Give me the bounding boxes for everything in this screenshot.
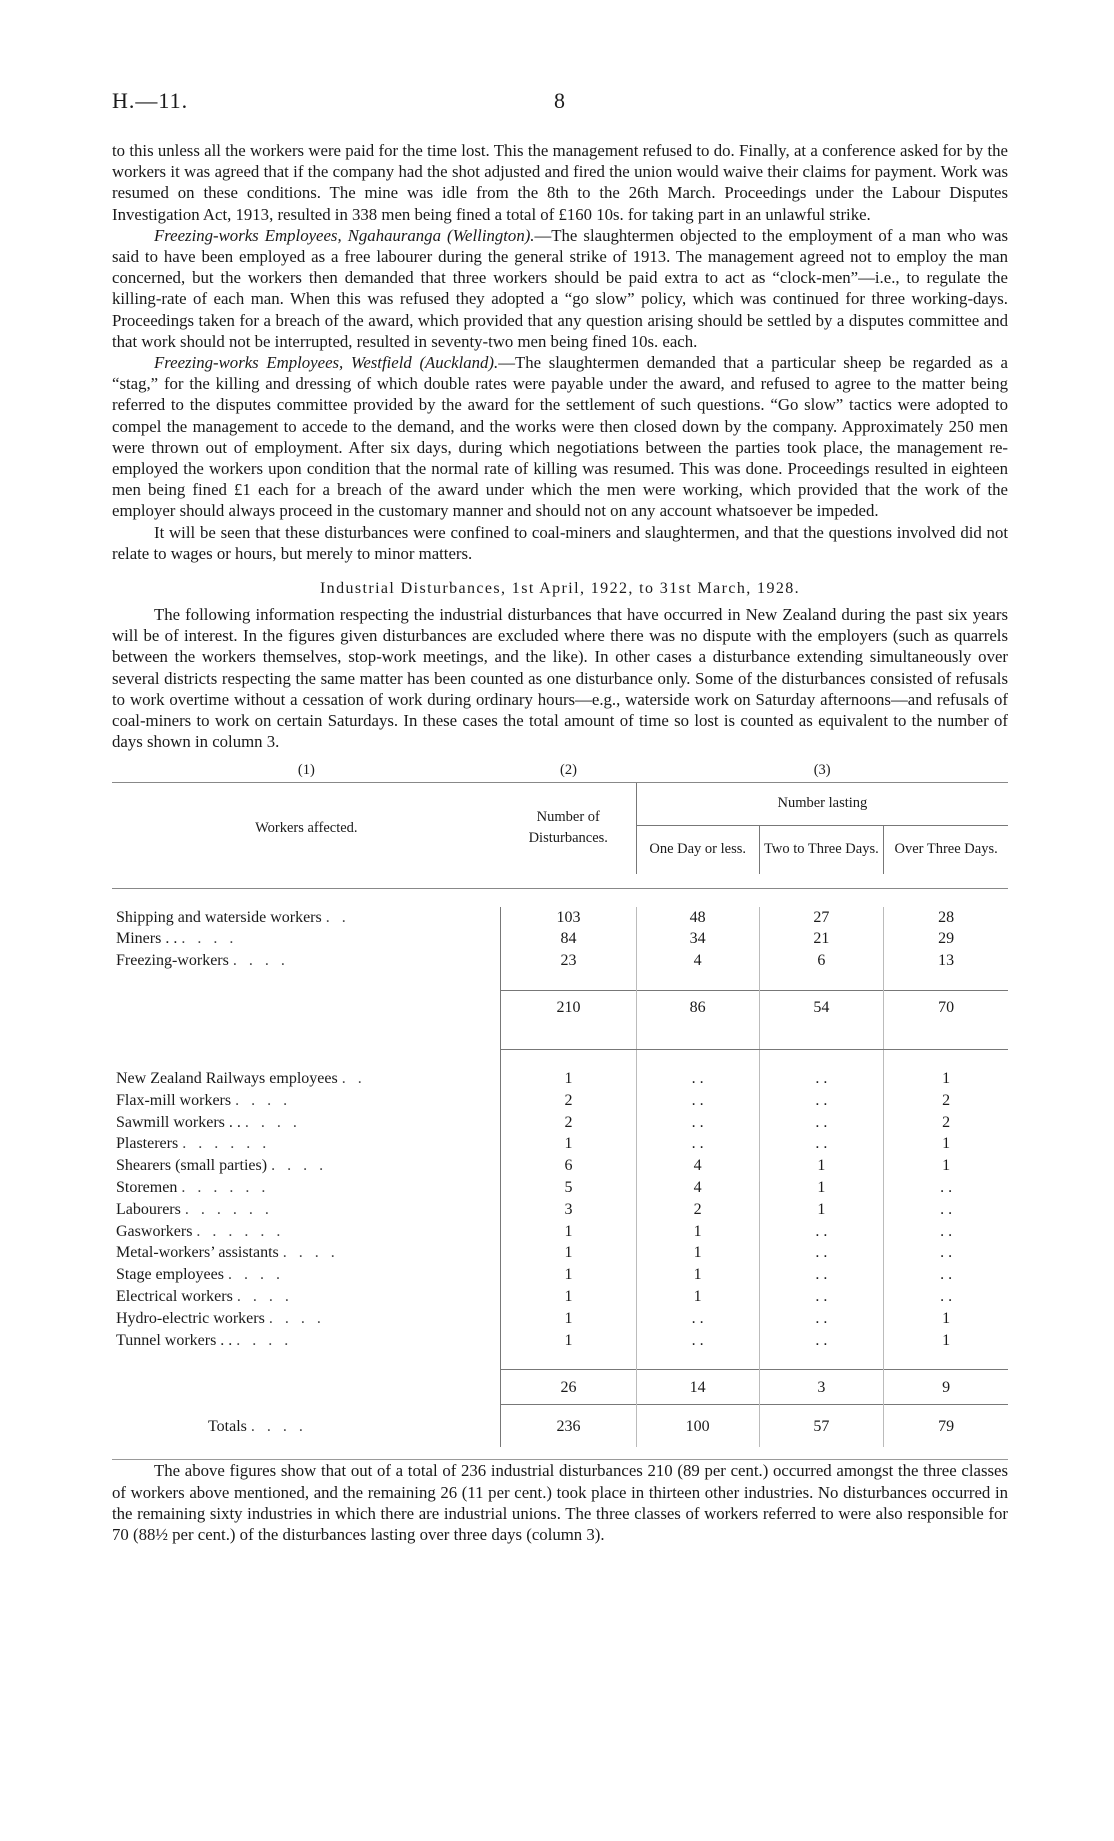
table-row: Electrical workers . . . . 1 1 . . . . <box>112 1286 1008 1308</box>
table-row: Miners . . . . . . 84 34 21 29 <box>112 928 1008 950</box>
paragraph-heading-westfield: Freezing-works Employees, Westfield (Auckland). <box>154 353 499 373</box>
paragraph-conclusion: The above figures show that out of a total of 236 industrial disturbances 210 (89 per cent.) occurred amongst the three classes of workers above mentioned, and the remaining 26 (11 per cent.) took place in thirteen other industries. No disturbances occurred in the remaining sixty industries in which there are industrial unions. The three classes of workers referred to were also responsible for 70 (88½ per cent.) of the disturbances lasting over three days (column 3). <box>112 1461 1008 1545</box>
subtotal-row-other: 26 14 3 9 <box>112 1370 1008 1405</box>
column-number-1: (1) <box>297 762 315 779</box>
header-two-to-three-days: Two to Three Days. <box>759 825 884 874</box>
header-one-day-or-less: One Day or less. <box>636 825 759 874</box>
paragraph-heading-ngahauranga: Freezing-works Employees, Ngahauranga (Wellington). <box>154 225 535 245</box>
table-row: New Zealand Railways employees . . 1 . . . . 1 <box>112 1068 1008 1090</box>
table-row: Plasterers . . . . . . 1 . . . . 1 <box>112 1133 1008 1155</box>
table-row: Shipping and waterside workers . . 103 48 27 28 <box>112 907 1008 929</box>
header-workers-affected: Workers affected. <box>255 819 358 836</box>
paragraph-intro: The following information respecting the industrial disturbances that have occurred in New Zealand during the past six years will be of interest. In the figures given disturbances are excluded where there was no dispute with the employers (such as quarrels between the workers themselves, stop-work meetings, and the like). In other cases a disturbance extending simultaneously over several districts respecting the same matter has been counted as one disturbance only. Some of the disturbances consisted of refusals to work overtime without a cessation of work during ordinary hours—e.g., waterside work on Saturday afternoons—and refusals of coal-miners to work on certain Saturdays. In these cases the total amount of time so lost is counted as equivalent to the number of days shown in column 3. <box>112 605 1008 752</box>
table-row: Stage employees . . . . 1 1 . . . . <box>112 1264 1008 1286</box>
table-row: Tunnel workers . . . . . . 1 . . . . 1 <box>112 1330 1008 1352</box>
table-row: Gasworkers . . . . . . 1 1 . . . . <box>112 1221 1008 1243</box>
paragraph-continuation: to this unless all the workers were paid for the time lost. This the management refused to do. Finally, at a conference asked for by the workers it was agreed that if the company had the shot adjusted and fired the union would waive their claims for payment. Work was resumed on these conditions. The mine was idle from the 8th to the 26th March. Proceedings under the Labour Disputes Investigation Act, 1913, resulted in 338 men being fined a total of £160 10s. for taking part in an unlawful strike. <box>112 141 1008 224</box>
section-heading: Industrial Disturbances, 1st April, 1922, to 31st March, 1928. <box>319 580 801 598</box>
table-row: Metal-workers’ assistants . . . . 1 1 . . . . <box>112 1242 1008 1264</box>
table-row: Sawmill workers . . . . . . 2 . . . . 2 <box>112 1112 1008 1134</box>
header-number-lasting: Number lasting <box>636 783 1008 826</box>
paragraph-ngahauranga <box>112 225 1008 352</box>
table-row: Freezing-workers . . . . 23 4 6 13 <box>112 950 1008 972</box>
header-row <box>112 783 1008 826</box>
disturbances-table <box>112 760 1008 1460</box>
table-row: Labourers . . . . . . 3 2 1 . . <box>112 1199 1008 1221</box>
document-reference: H.—11. <box>112 88 189 113</box>
paragraph-text-westfield: —The slaughtermen demanded that a particular sheep be regarded as a “stag,” for the killing and dressing of which double rates were payable under the award, and refused to agree to the matter being referred to the disputes committee provided by the award for the settlement of such questions. “Go slow” tactics were adopted to compel the management to accede to the demand, and the works were then closed down by the company. Approximately 250 men were thrown out of employment. After six days, during which negotiations between the parties took place, the management re-employed the workers upon condition that the normal rate of killing was resumed. This was done. Proceedings resulted in eighteen men being fined £1 each for a breach of the award under which the men were working, which provided that the work of the employer should always proceed in the customary manner and should not on any account whatsoever be impeded. <box>112 353 1008 521</box>
header-number-of-disturbances: Number of Disturbances. <box>501 783 637 874</box>
page-number: 8 <box>554 88 565 113</box>
column-number-3: (3) <box>813 762 831 779</box>
paragraph-text-ngahauranga: —The slaughtermen objected to the employment of a man who was said to have been employed as a free labourer during the general strike of 1913. The management agreed not to employ the man concerned, but the workers then demanded that three workers should be paid extra to act as “clock-men”—i.e., to regulate the killing-rate of each man. When this was refused they adopted a “go slow” policy, which was continued for three working-days. Proceedings taken for a breach of the award, which provided that any question arising should be settled by a disputes committee and that work should not be interrupted, resulted in seventy-two men being fined 10s. each. <box>112 225 1008 351</box>
column-number-row <box>112 760 1008 782</box>
page-header <box>112 88 1012 118</box>
header-over-three-days: Over Three Days. <box>894 841 998 858</box>
paragraph-summary: It will be seen that these disturbances were confined to coal-miners and slaughtermen, and that the questions involved did not relate to wages or hours, but merely to minor matters. <box>112 522 1008 563</box>
page-body <box>112 140 1008 1545</box>
table-row: Storemen . . . . . . 5 4 1 . . <box>112 1177 1008 1199</box>
table-row: Shearers (small parties) . . . . 6 4 1 1 <box>112 1155 1008 1177</box>
table-row: Flax-mill workers . . . . 2 . . . . 2 <box>112 1090 1008 1112</box>
totals-row: Totals . . . . 236 100 57 79 <box>112 1405 1008 1448</box>
subtotal-row-principal: 210 86 54 70 <box>112 991 1008 1026</box>
table-row: Hydro-electric workers . . . . 1 . . . . 1 <box>112 1308 1008 1330</box>
column-number-2: (2) <box>560 762 577 779</box>
paragraph-westfield <box>112 352 1008 522</box>
